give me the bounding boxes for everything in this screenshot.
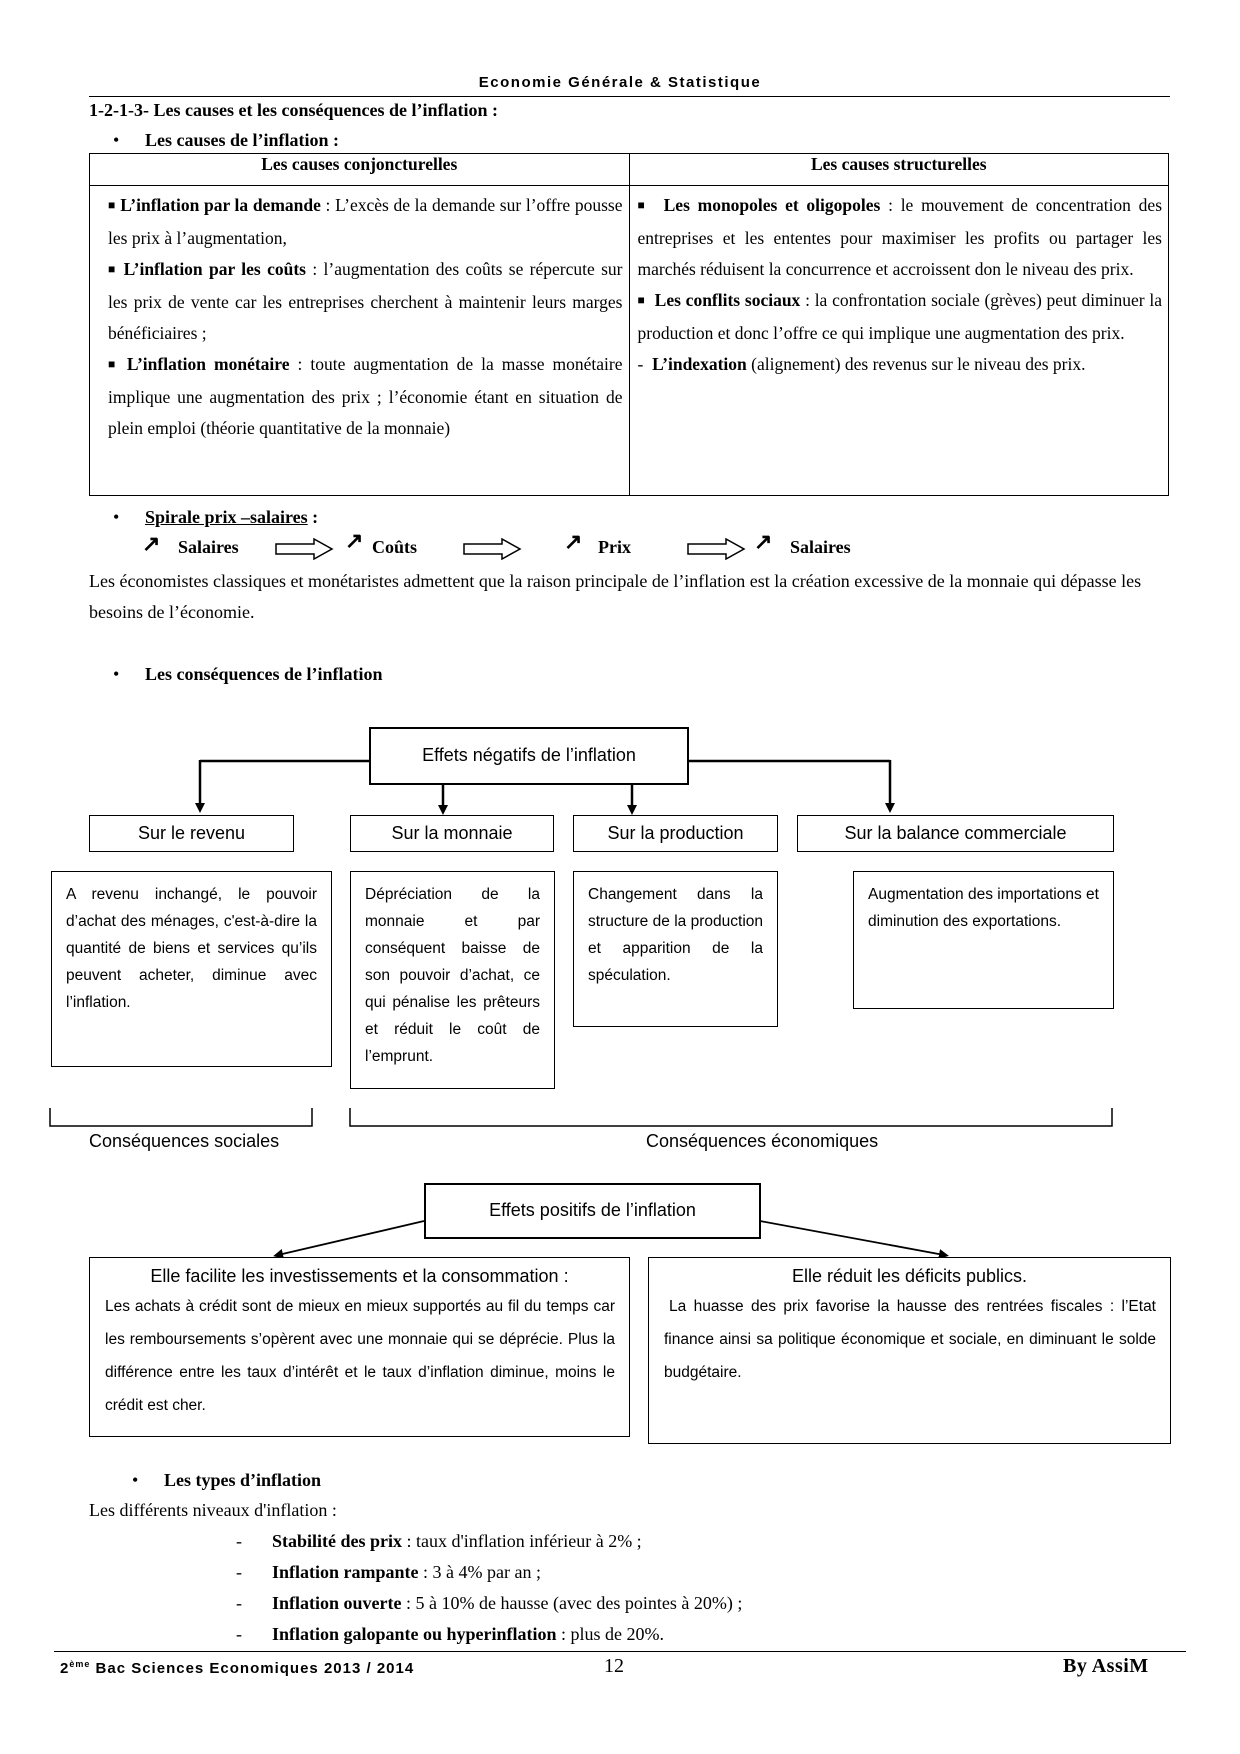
consequences-heading: • Les conséquences de l’inflation xyxy=(145,664,383,685)
positive-effect-deficits xyxy=(648,1257,1171,1444)
types-intro: Les différents niveaux d'inflation : xyxy=(89,1500,337,1520)
positive-effect-text: La huasse des prix favorise la hausse des rentrées fiscales : l’Etat finance ainsi sa politique économique et sociale, en diminuant le solde budgétaire. xyxy=(664,1298,1156,1381)
detail-revenu: A revenu inchangé, le pouvoir d’achat des ménages, c'est-à-dire la quantité de biens et services qu’ils peuvent acheter, diminue avec l’inflation. xyxy=(51,871,332,1067)
footer-course: 2ème Bac Sciences Economiques 2013 / 2014 xyxy=(60,1659,415,1677)
arrow-up-right-icon: ↗ xyxy=(142,531,161,556)
causes-heading: • Les causes de l’inflation : xyxy=(145,130,339,151)
category-production: Sur la production xyxy=(573,815,778,852)
spiral-paragraph: Les économistes classiques et monétaristes admettent que la raison principale de l’inflation est la création excessive de la monnaie qui dépasse les besoins de l’économie. xyxy=(89,571,1142,622)
footer-rule xyxy=(54,1651,1186,1652)
cause-item: ■ L’inflation par les coûts : l’augmentation des coûts se répercute sur les prix de vente car les entreprises cherchent à maintenir leurs marges bénéficiaires ; xyxy=(108,259,623,343)
cause-item: ■ Les monopoles et oligopoles : le mouvement de concentration des entreprises et les ententes pour maximiser les profits ou partager les marchés réduisent la concurrence et accroissent don le niveau des prix. xyxy=(637,195,1163,279)
category-revenu: Sur le revenu xyxy=(89,815,294,852)
positive-effect-investment xyxy=(89,1257,630,1437)
square-bullet-icon: ■ xyxy=(108,262,118,276)
cause-item: ■ Les conflits sociaux : la confrontation sociale (grèves) peut diminuer la production et donc l’offre ce qui implique une augmentation des prix. xyxy=(637,290,1163,343)
category-monnaie: Sur la monnaie xyxy=(350,815,554,852)
detail-production: Changement dans la structure de la production et apparition de la spéculation. xyxy=(573,871,778,1027)
footer-author: By AssiM xyxy=(1063,1655,1149,1677)
square-bullet-icon: ■ xyxy=(637,293,646,307)
negative-effects-title: Effets négatifs de l’inflation xyxy=(369,727,689,785)
arrow-up-right-icon: ↗ xyxy=(345,528,364,553)
square-bullet-icon: ■ xyxy=(637,198,649,212)
cause-item: ■ L’inflation par la demande : L’excès de la demande sur l’offre pousse les prix à l’augmentation, xyxy=(108,195,623,248)
types-heading: • Les types d’inflation xyxy=(164,1470,321,1491)
detail-monnaie: Dépréciation de la monnaie et par conséquent baisse de son pouvoir d’achat, ce qui pénalise les prêteurs et réduit le coût de l’emprunt. xyxy=(350,871,555,1089)
page-number: 12 xyxy=(604,1655,624,1677)
category-balance-commerciale: Sur la balance commerciale xyxy=(797,815,1114,852)
spiral-item: Salaires xyxy=(790,537,851,557)
causes-col-conjoncturelles: Les causes conjoncturelles xyxy=(90,154,630,186)
economic-consequences-label: Conséquences économiques xyxy=(646,1131,879,1151)
square-bullet-icon: ■ xyxy=(108,198,116,212)
positive-effect-title: Elle facilite les investissements et la consommation : xyxy=(150,1266,569,1286)
running-header: Economie Générale & Statistique xyxy=(478,74,762,91)
section-title: 1-2-1-3- Les causes et les conséquences de l’inflation : xyxy=(89,100,498,120)
positive-effect-title: Elle réduit les déficits publics. xyxy=(791,1266,1028,1286)
spiral-item: Coûts xyxy=(372,537,418,557)
causes-col-structurelles: Les causes structurelles xyxy=(629,154,1169,186)
arrow-up-right-icon: ↗ xyxy=(754,529,773,554)
detail-balance-commerciale: Augmentation des importations et diminution des exportations. xyxy=(853,871,1114,1009)
positive-effects-title: Effets positifs de l’inflation xyxy=(424,1183,761,1239)
spiral-item: Salaires xyxy=(178,537,239,557)
cause-item: - L’indexation (alignement) des revenus sur le niveau des prix. xyxy=(637,354,1086,374)
spiral-item: Prix xyxy=(598,537,631,557)
social-consequences-label: Conséquences sociales xyxy=(89,1131,280,1151)
positive-effect-text: Les achats à crédit sont de mieux en mieux supportés au fil du temps car les remboursements s’opèrent avec une monnaie qui se déprécie. Plus la différence entre les taux d’intérêt et le taux d’inflation diminue, moins le crédit est cher. xyxy=(105,1298,615,1414)
square-bullet-icon: ■ xyxy=(108,357,119,371)
arrow-up-right-icon: ↗ xyxy=(564,529,583,554)
spiral-heading: • Spirale prix –salaires : xyxy=(145,507,318,528)
cause-item: ■ L’inflation monétaire : toute augmentation de la masse monétaire implique une augmentation des prix ; l’économie étant en situation de plein emploi (théorie quantitative de la monnaie) xyxy=(108,354,623,438)
